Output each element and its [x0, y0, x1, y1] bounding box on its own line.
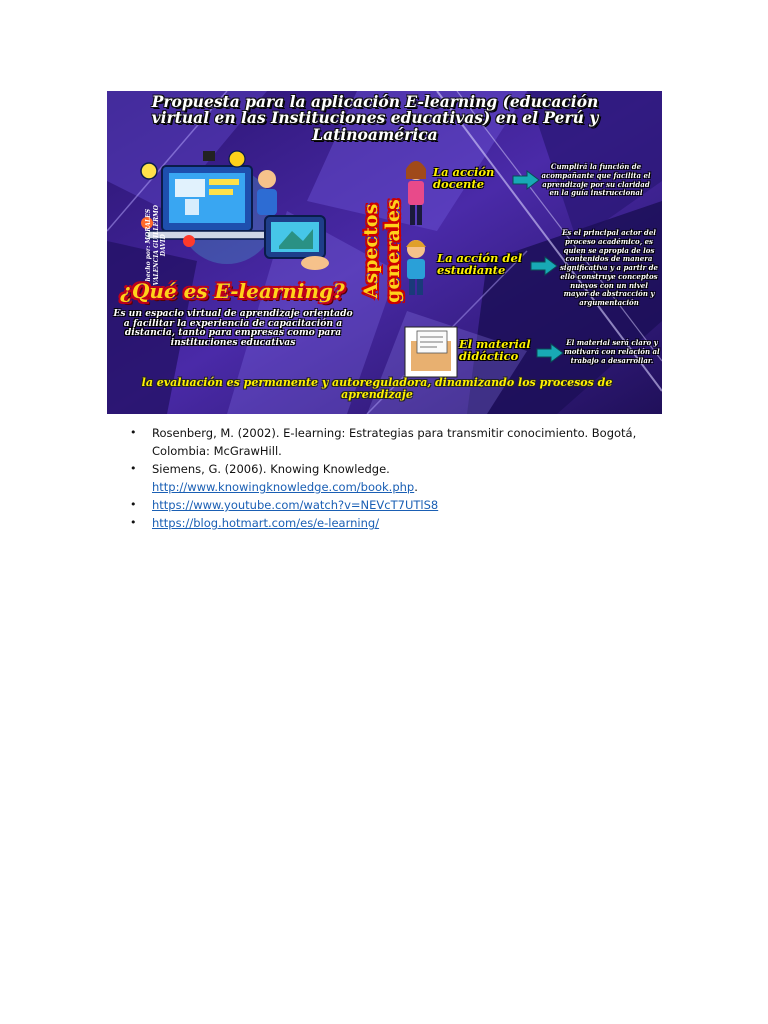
- infographic: [107, 91, 662, 414]
- bullet: •: [130, 516, 137, 529]
- vertical-heading: Aspectos generales: [360, 199, 404, 303]
- list-item: [128, 496, 648, 514]
- infographic-title: Propuesta para la aplicación E-learning (educación virtual en las Instituciones educativas) en el Perú y Latinoamérica: [151, 92, 599, 144]
- folder-document-icon: [405, 327, 457, 377]
- evaluation-footer: la evaluación es permanente y autoreguladora, dinamizando los procesos de aprendizaje: [141, 376, 613, 401]
- question-heading: ¿Qué es E-learning?: [120, 279, 345, 303]
- bullet: •: [130, 462, 137, 475]
- aspect-label-material: El material didáctico: [459, 337, 531, 364]
- aspect-text-material: El material será claro y motivará con relación al trabajo a desarrollar.: [564, 338, 660, 365]
- list-item: [128, 514, 648, 532]
- author-credit: hecho por: MORALES VALENCIA GUILLERMO DAVID: [144, 205, 167, 286]
- reference-text: Siemens, G. (2006). Knowing Knowledge.: [152, 462, 390, 476]
- aspect-text-docente: Cumplirá la función de acompañante que facilita el aprendizaje por su claridad en la guía instruccional: [541, 162, 651, 198]
- reference-link[interactable]: http://www.knowingknowledge.com/book.php: [152, 480, 415, 494]
- reference-link[interactable]: https://blog.hotmart.com/es/e-learning/: [152, 516, 380, 530]
- definition-text: Es un espacio virtual de aprendizaje orientado a facilitar la experiencia de capacitación a distancia, tanto para empresas como para instituciones educativas: [113, 308, 353, 348]
- list-item: [128, 424, 648, 460]
- bullet: •: [130, 498, 137, 511]
- references-list: [128, 424, 648, 532]
- reference-suffix: .: [414, 480, 418, 494]
- bullet: •: [130, 426, 137, 439]
- reference-text: Rosenberg, M. (2002). E-learning: Estrategias para transmitir conocimiento. Bogotá, Colombia: McGrawHill.: [152, 426, 637, 458]
- aspect-label-docente: La acción docente: [433, 165, 495, 192]
- list-item: [128, 460, 648, 496]
- reference-link[interactable]: https://www.youtube.com/watch?v=NEVcT7UTlS8: [152, 498, 439, 512]
- aspect-text-estudiante: Es el principal actor del proceso académico, es quien se apropia de los contenidos de manera significativa y a partir de ello construye conceptos nuevos con un nivel mayor de abstracción y argumentación: [559, 228, 659, 307]
- aspect-label-estudiante: La acción del estudiante: [437, 251, 523, 278]
